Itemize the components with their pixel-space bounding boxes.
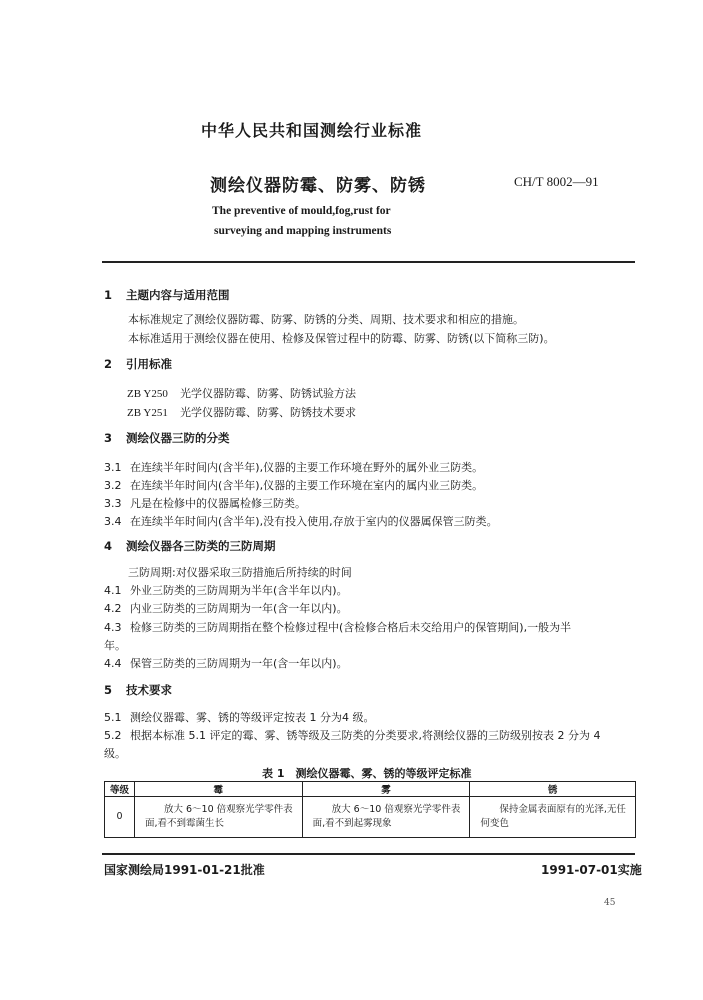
clause-4-1 [104, 582, 348, 598]
clause-4-2 [104, 600, 348, 616]
cell-text: 放大 6～10 倍观察光学零件表面,看不到起雾现象 [312, 804, 461, 829]
section-number: 3 [104, 431, 113, 445]
clause-text: 在连续半年时间内(含半年),仪器的主要工作环境在野外的属外业三防类。 [130, 461, 484, 474]
clause-5-1 [104, 709, 375, 725]
section-number: 2 [104, 357, 113, 371]
clause-4-3 [104, 619, 571, 635]
section-title: 引用标准 [126, 357, 172, 371]
approval-date: 国家测绘局1991-01-21批准 [104, 863, 265, 877]
header-cell-fog: 雾 [302, 782, 470, 797]
section-1-paragraph-1: 本标准规定了测绘仪器防霉、防雾、防锈的分类、周期、技术要求和相应的措施。 [128, 313, 524, 326]
clause-number: 3.2 [104, 479, 122, 492]
implementation-date: 1991-07-01实施 [541, 863, 642, 877]
fog-cell [302, 797, 470, 838]
clause-5-2 [104, 727, 600, 743]
cell-text: 保持金属表面原有的光泽,无任何变色 [480, 804, 626, 829]
reference-title: 光学仪器防霉、防雾、防锈技术要求 [180, 406, 356, 419]
table-row [105, 797, 636, 838]
section-1-heading [104, 287, 230, 303]
clause-text: 检修三防类的三防周期指在整个检修过程中(含检修合格后未交给用户的保管期间),一般为半 [130, 621, 572, 634]
page-number: 45 [604, 898, 616, 908]
clause-number: 3.4 [104, 515, 122, 528]
clause-number: 4.1 [104, 584, 122, 597]
table-caption: 表 1 测绘仪器霉、雾、锈的等级评定标准 [262, 767, 472, 780]
standard-organization: 中华人民共和国测绘行业标准 [201, 121, 423, 140]
clause-number: 3.1 [104, 461, 122, 474]
mould-cell [134, 797, 302, 838]
table-header-row [105, 782, 636, 797]
clause-text: 内业三防类的三防周期为一年(含一年以内)。 [130, 602, 348, 615]
header-cell-grade: 等级 [105, 782, 135, 797]
clause-text: 在连续半年时间内(含半年),仪器的主要工作环境在室内的属内业三防类。 [130, 479, 484, 492]
section-number: 5 [104, 683, 113, 697]
clause-text: 根据本标准 5.1 评定的霉、雾、锈等级及三防类的分类要求,将测绘仪器的三防级别按表 2 分为 4 [130, 729, 601, 742]
reference-item [127, 385, 356, 401]
clause-5-2-continued: 级。 [104, 747, 126, 760]
clause-text: 外业三防类的三防周期为半年(含半年以内)。 [130, 584, 348, 597]
reference-code: ZB Y250 [127, 388, 168, 400]
clause-number: 4.2 [104, 602, 122, 615]
section-number: 1 [104, 288, 113, 302]
clause-text: 在连续半年时间内(含半年),没有投入使用,存放于室内的仪器属保管三防类。 [130, 515, 498, 528]
clause-3-3 [104, 495, 306, 511]
clause-text: 保管三防类的三防周期为一年(含一年以内)。 [130, 657, 348, 670]
document-title: 测绘仪器防霉、防雾、防锈 [210, 176, 426, 196]
header-cell-rust: 锈 [470, 782, 636, 797]
clause-number: 4.4 [104, 657, 122, 670]
clause-text: 凡是在检修中的仪器属检修三防类。 [130, 497, 306, 510]
header-divider [102, 261, 635, 263]
clause-number: 5.1 [104, 711, 122, 724]
reference-code: ZB Y251 [127, 407, 168, 419]
reference-item [127, 404, 356, 420]
clause-3-1 [104, 459, 483, 475]
english-title-line2: surveying and mapping instruments [214, 225, 392, 237]
section-3-heading [104, 430, 230, 446]
clause-number: 4.3 [104, 621, 122, 634]
english-title [212, 201, 391, 241]
clause-number: 3.3 [104, 497, 122, 510]
section-number: 4 [104, 539, 113, 553]
english-title-line1: The preventive of mould,fog,rust for [212, 205, 391, 217]
rust-cell [470, 797, 636, 838]
header-cell-mould: 霉 [134, 782, 302, 797]
clause-4-3-continued: 年。 [104, 639, 126, 652]
section-4-heading [104, 538, 276, 554]
grade-cell: 0 [105, 797, 135, 838]
section-4-intro: 三防周期:对仪器采取三防措施后所持续的时间 [128, 566, 352, 579]
section-title: 测绘仪器三防的分类 [126, 431, 230, 445]
clause-3-4 [104, 513, 498, 529]
section-1-paragraph-2: 本标准适用于测绘仪器在使用、检修及保管过程中的防霉、防雾、防锈(以下简称三防)。 [128, 332, 555, 345]
standard-code: CH/T 8002—91 [514, 174, 599, 189]
section-2-heading [104, 356, 172, 372]
clause-text: 测绘仪器霉、雾、锈的等级评定按表 1 分为4 级。 [130, 711, 375, 724]
clause-4-4 [104, 655, 348, 671]
section-title: 主题内容与适用范围 [126, 288, 230, 302]
section-5-heading [104, 682, 172, 698]
clause-number: 5.2 [104, 729, 122, 742]
section-title: 技术要求 [126, 683, 172, 697]
footer-divider [102, 853, 635, 855]
reference-title: 光学仪器防霉、防雾、防锈试验方法 [180, 387, 356, 400]
cell-text: 放大 6～10 倍观察光学零件表面,看不到霉菌生长 [144, 804, 293, 829]
grading-table [104, 781, 636, 838]
clause-3-2 [104, 477, 483, 493]
section-title: 测绘仪器各三防类的三防周期 [126, 539, 276, 553]
